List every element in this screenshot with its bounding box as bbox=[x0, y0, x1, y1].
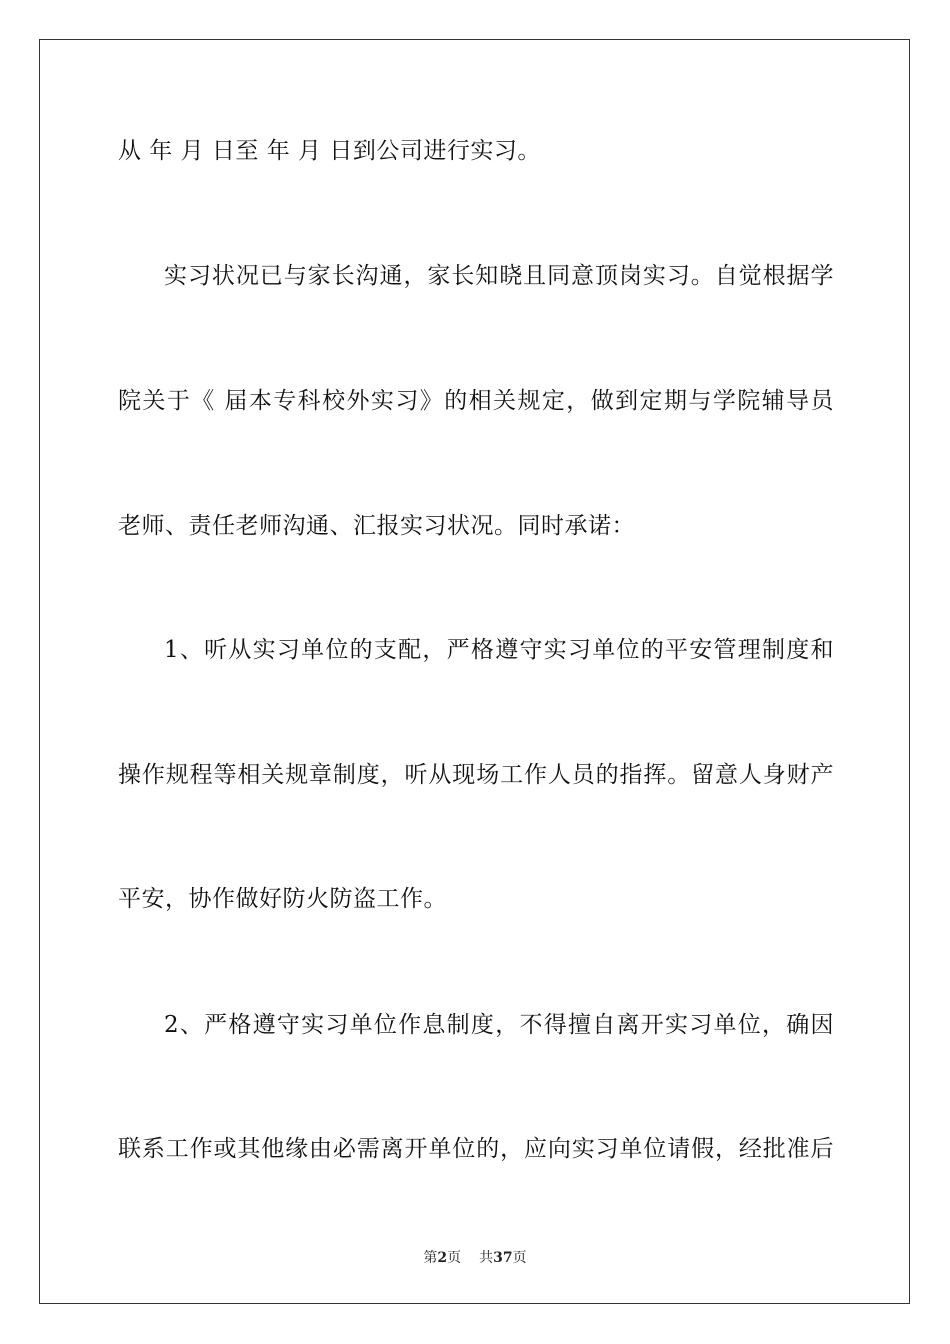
item-2-line-2: 联系工作或其他缘由必需离开单位的，应向实习单位请假，经批准后 bbox=[118, 1136, 834, 1162]
paragraph-1-line-1: 实习状况已与家长沟通，家长知晓且同意顶岗实习。自觉根据学 bbox=[164, 263, 834, 289]
footer-page-prefix: 第 bbox=[423, 1250, 438, 1266]
text-line-1: 从 年 月 日至 年 月 日到公司进行实习。 bbox=[118, 138, 541, 164]
footer-total-prefix: 共 bbox=[479, 1250, 494, 1266]
paragraph-1-line-2: 院关于《 届本专科校外实习》的相关规定，做到定期与学院辅导员 bbox=[118, 388, 834, 414]
footer-total-pages: 37 bbox=[493, 1250, 513, 1266]
item-1-line-1: 1、听从实习单位的支配，严格遵守实习单位的平安管理制度和 bbox=[164, 637, 834, 663]
item-1-line-2: 操作规程等相关规章制度，听从现场工作人员的指挥。留意人身财产 bbox=[118, 762, 834, 788]
footer-page-suffix: 页 bbox=[447, 1250, 462, 1266]
page-border bbox=[39, 39, 910, 1304]
footer-total-suffix: 页 bbox=[512, 1250, 527, 1266]
footer-page-number: 2 bbox=[437, 1250, 448, 1266]
page-footer bbox=[0, 1249, 950, 1267]
paragraph-1-line-3: 老师、责任老师沟通、汇报实习状况。同时承诺： bbox=[118, 513, 635, 539]
item-2-line-1: 2、严格遵守实习单位作息制度，不得擅自离开实习单位，确因 bbox=[164, 1012, 834, 1038]
item-1-line-3: 平安，协作做好防火防盗工作。 bbox=[118, 886, 447, 912]
